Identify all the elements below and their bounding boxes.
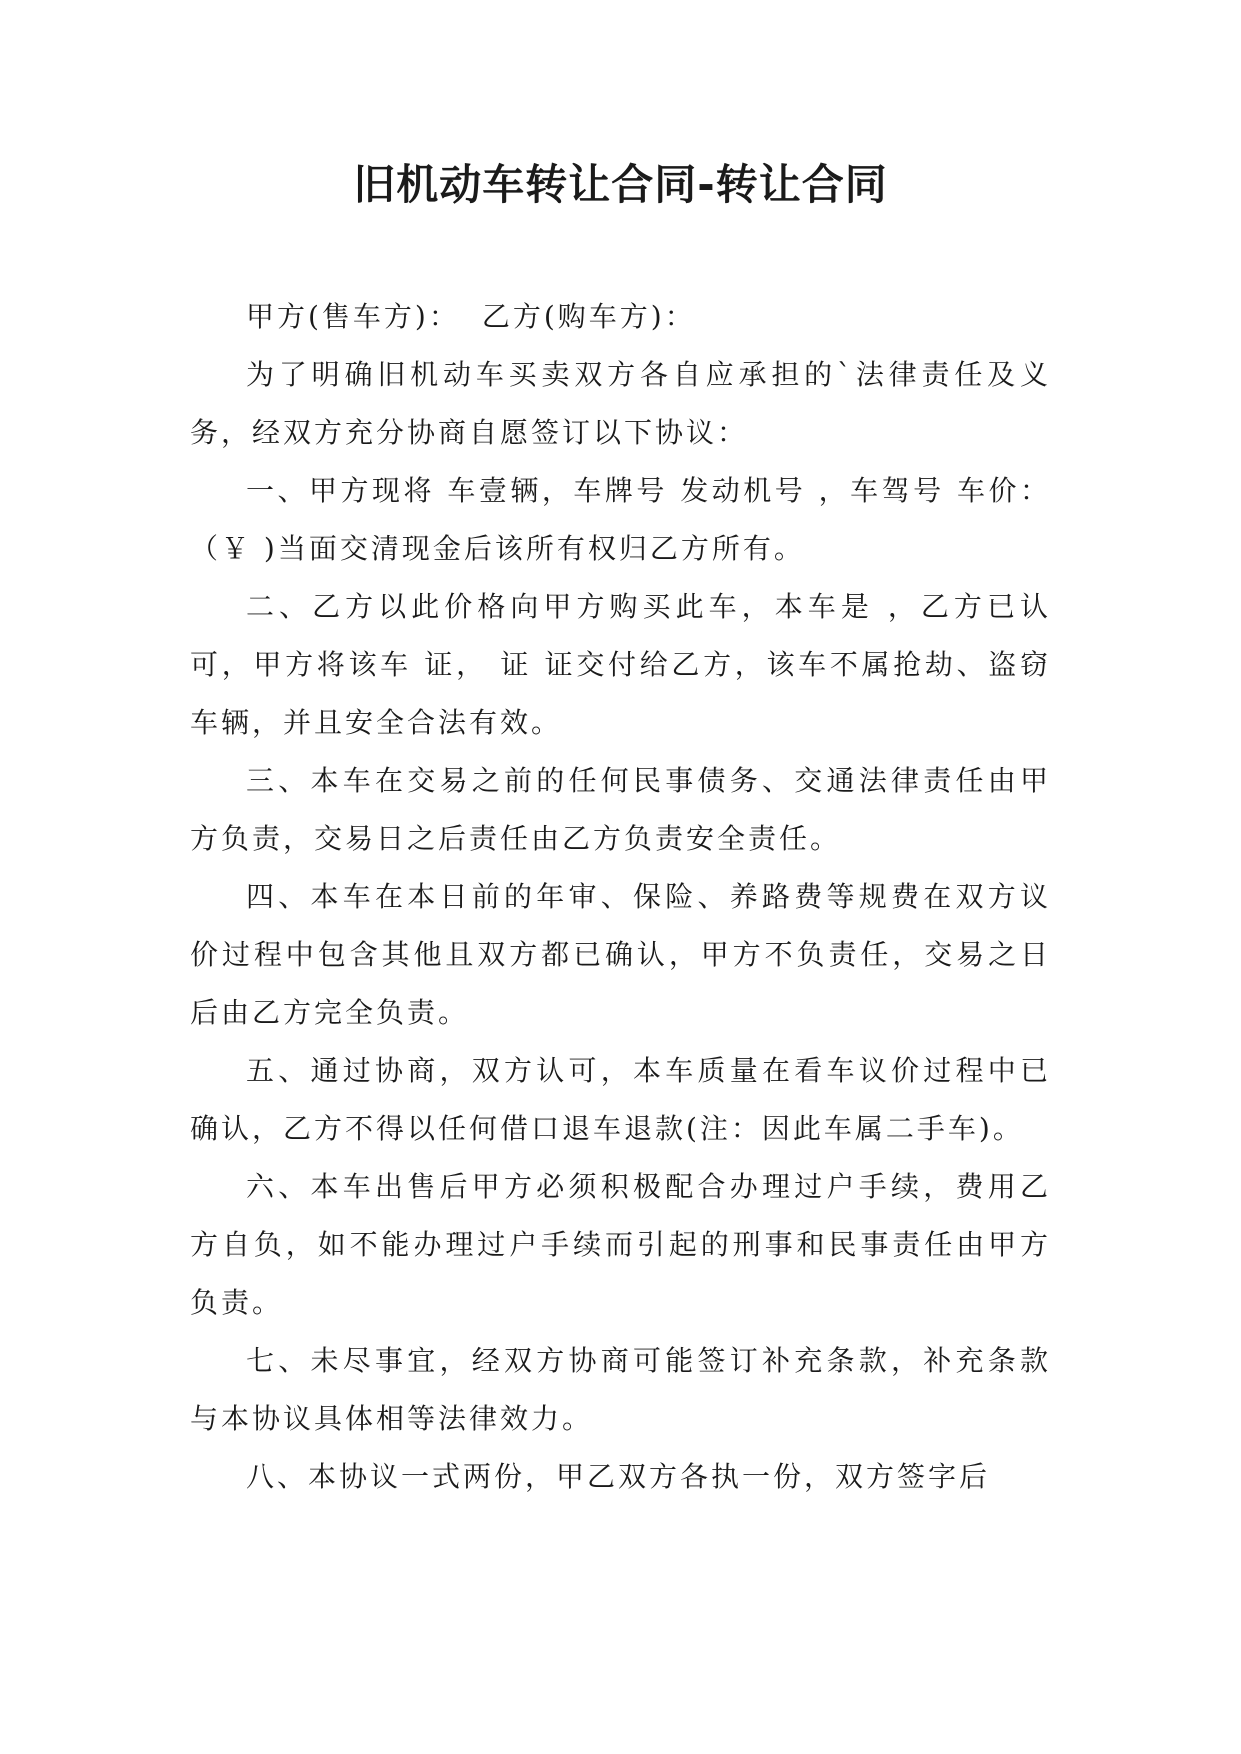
document-body <box>190 288 1051 1506</box>
parties-line <box>190 288 1051 346</box>
clause-4: 四、本车在本日前的年审、保险、养路费等规费在双方议价过程中包含其他且双方都已确认，甲方不负责任，交易之日后由乙方完全负责。 <box>190 880 1051 1029</box>
clause-3: 三、本车在交易之前的任何民事债务、交通法律责任由甲方负责，交易日之后责任由乙方负责安全责任。 <box>190 764 1051 855</box>
clause-5: 五、通过协商，双方认可，本车质量在看车议价过程中已确认，乙方不得以任何借口退车退款(注：因此车属二手车)。 <box>190 1054 1051 1145</box>
clause-8: 八、本协议一式两份，甲乙双方各执一份，双方签字后 <box>246 1460 991 1493</box>
document-title: 旧机动车转让合同-转让合同 <box>353 160 888 209</box>
clause-2: 二、乙方以此价格向甲方购买此车，本车是 ，乙方已认可，甲方将该车 证， 证 证交付给乙方，该车不属抢劫、盗窃车辆，并且安全合法有效。 <box>190 590 1051 739</box>
clause-6: 六、本车出售后甲方必须积极配合办理过户手续，费用乙方自负，如不能办理过户手续而引起的刑事和民事责任由甲方负责。 <box>190 1170 1051 1319</box>
clause-1: 一、甲方现将 车壹辆，车牌号 发动机号 ，车驾号 车价：（￥ )当面交清现金后该所有权归乙方所有。 <box>190 474 1051 565</box>
party-b-label: 乙方(购车方)： <box>481 300 696 333</box>
party-a-label: 甲方(售车方)： <box>246 300 460 333</box>
clause-7: 七、未尽事宜，经双方协商可能签订补充条款，补充条款与本协议具体相等法律效力。 <box>190 1344 1051 1435</box>
paragraph-intro: 为了明确旧机动车买卖双方各自应承担的`法律责任及义务，经双方充分协商自愿签订以下协议： <box>190 358 1051 449</box>
